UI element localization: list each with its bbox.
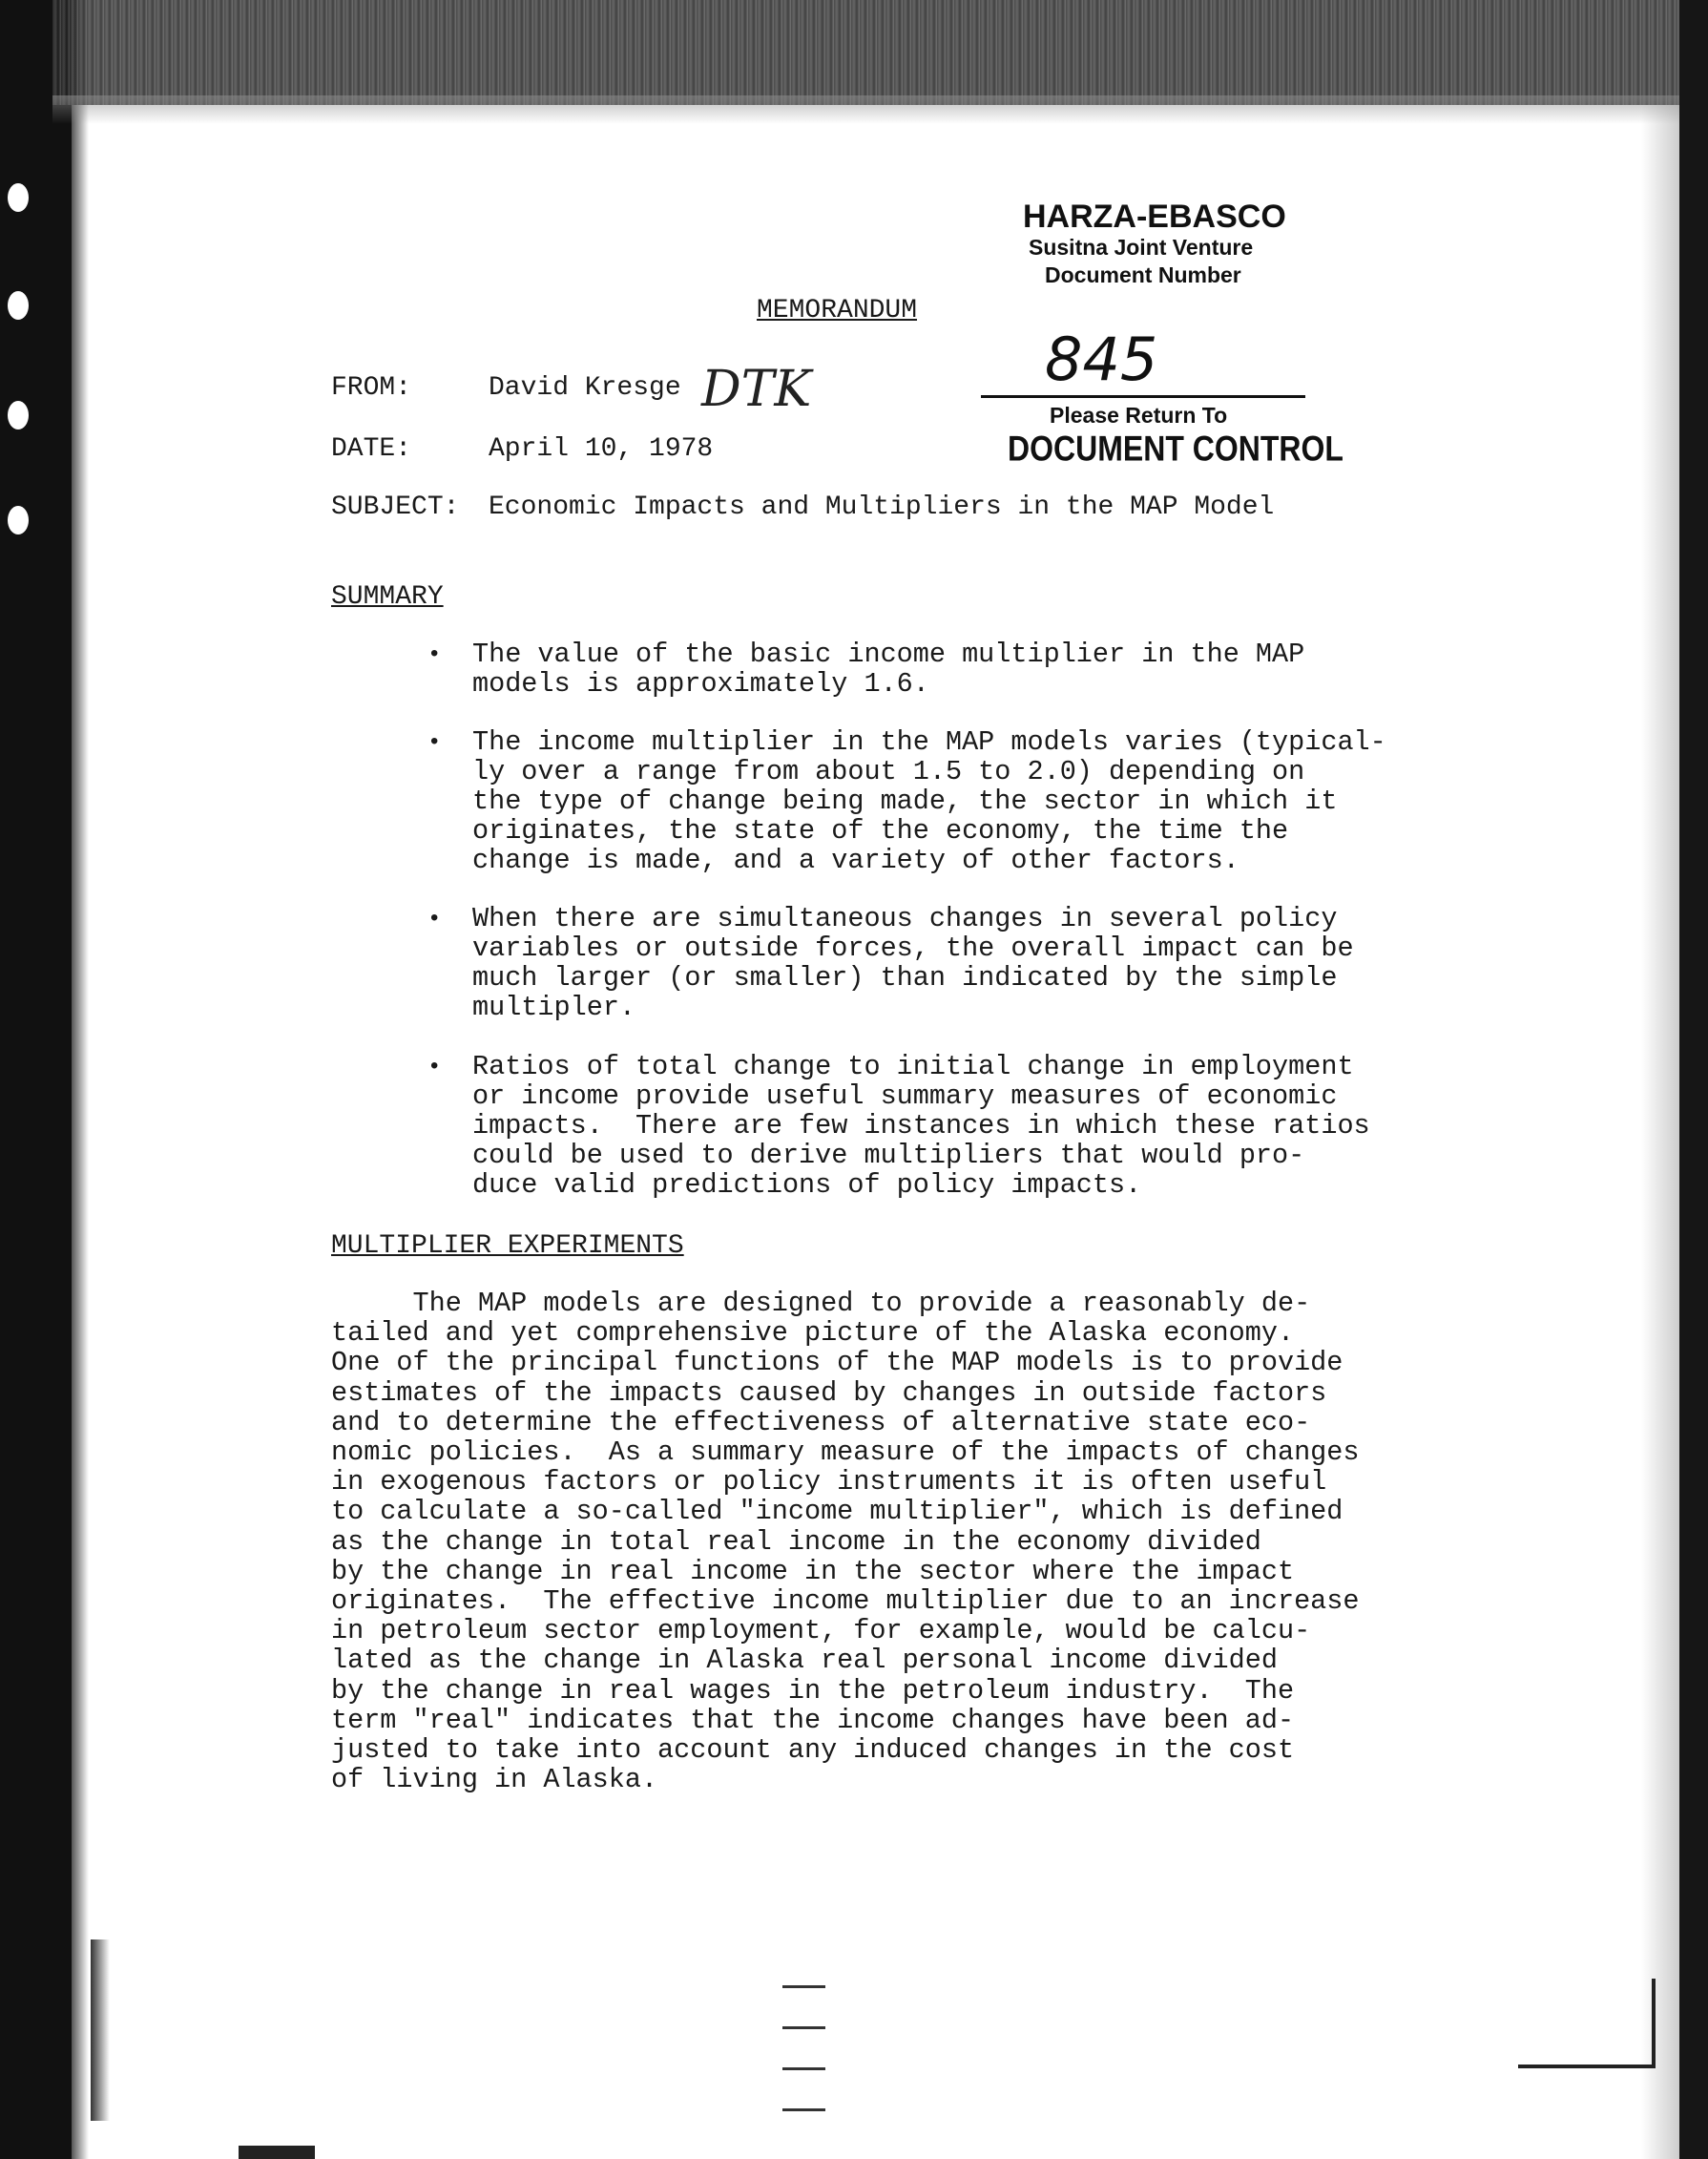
handwritten-initials: DTK xyxy=(701,361,812,418)
stamp-line-2: Document Number xyxy=(1045,262,1241,287)
punch-hole xyxy=(8,183,29,212)
summary-bullet: The income multiplier in the MAP models varies (typical- ly over a range from about 1.5 to 2.0) depending on the type of change being made, the sector in which it originates, the state of the economy, the time the change is made, and a variety of other factors. xyxy=(472,726,1386,876)
punch-hole xyxy=(8,401,29,430)
scan-shadow-right xyxy=(1641,105,1679,2159)
scan-shadow-left xyxy=(72,0,89,2159)
date-label: DATE: xyxy=(331,434,412,464)
document-number: 845 xyxy=(1045,325,1158,394)
punch-hole xyxy=(8,291,29,320)
punch-hole xyxy=(8,506,29,535)
summary-bullet: The value of the basic income multiplier in the MAP models is approximately 1.6. xyxy=(472,639,1305,700)
scan-band-top xyxy=(52,0,1708,105)
scan-border-right xyxy=(1679,0,1708,2159)
experiments-heading: MULTIPLIER EXPERIMENTS xyxy=(331,1231,684,1261)
return-department: DOCUMENT CONTROL xyxy=(1008,429,1343,469)
stamp-line-1: Susitna Joint Venture xyxy=(1029,235,1254,260)
document-number-underline xyxy=(981,395,1305,398)
scan-fade-top xyxy=(52,95,1708,124)
page-tick-marks xyxy=(782,1985,825,2149)
from-value: David Kresge xyxy=(489,373,681,403)
page-corner-mark xyxy=(1518,1979,1656,2068)
bullet-marker: • xyxy=(427,642,442,668)
bullet-marker: • xyxy=(427,907,442,933)
scan-smudge xyxy=(239,2146,315,2159)
subject-label: SUBJECT: xyxy=(331,493,460,522)
from-label: FROM: xyxy=(331,373,412,403)
memo-title: MEMORANDUM xyxy=(757,296,918,325)
scan-border-left xyxy=(0,0,72,2159)
return-label: Please Return To xyxy=(1050,403,1228,428)
experiments-paragraph: The MAP models are designed to provide a reasonably de- tailed and yet comprehensive picture of the Alaska economy. One of the principal functions of the MAP models is to provide estimates of the impacts caused by changes in outside factors and to determine the effectiveness of alternative state eco- nomic policies. As a summary measure of the impacts of changes in exogenous factors or policy instruments it is often useful to calculate a so-called "income multiplier", which is defined as the change in total real income in the economy divided by the change in real income in the sector where the impact originates. The effective income multiplier due to an increase in petroleum sector employment, for example, would be calcu- lated as the change in Alaska real personal income divided by the change in real wages in the petroleum industry. The term "real" indicates that the income changes have been ad- justed to take into account any induced changes in the cost of living in Alaska. xyxy=(331,1288,1360,1796)
date-value: April 10, 1978 xyxy=(489,434,714,464)
subject-value: Economic Impacts and Multipliers in the MAP Model xyxy=(489,493,1275,522)
page-corner-shadow xyxy=(91,1939,110,2121)
stamp-company: HARZA-EBASCO xyxy=(1023,199,1286,235)
bullet-marker: • xyxy=(427,730,442,756)
summary-bullet: When there are simultaneous changes in several policy variables or outside forces, the overall impact can be much larger (or smaller) than indicated by the simple multipler. xyxy=(472,903,1354,1023)
summary-heading: SUMMARY xyxy=(331,582,444,612)
summary-bullet: Ratios of total change to initial change in employment or income provide useful summary measures of economic impacts. There are few instances in which these ratios could be used to derive multipliers that would pro- duce valid predictions of policy impacts. xyxy=(472,1051,1370,1201)
bullet-marker: • xyxy=(427,1055,442,1080)
